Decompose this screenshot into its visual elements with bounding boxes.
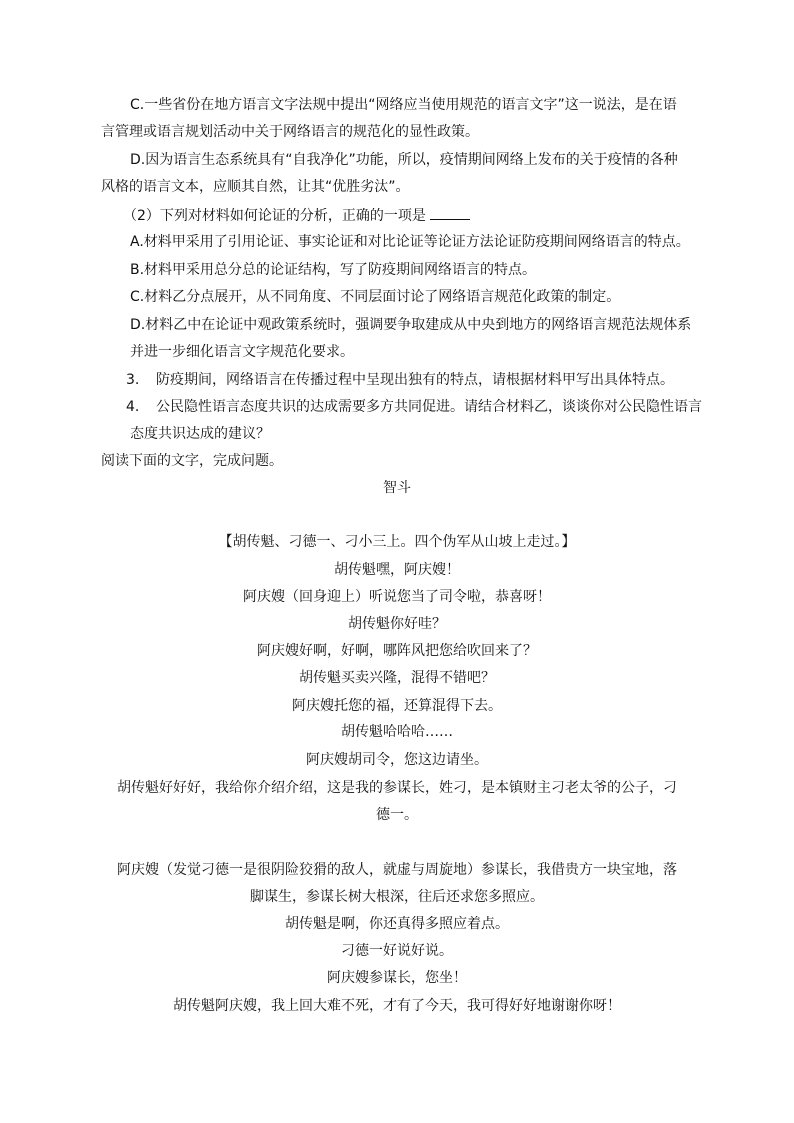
reading-instruction: 阅读下面的文字，完成问题。 bbox=[101, 453, 283, 469]
dialogue-line: 胡传魁买卖兴隆，混得不错吧？ bbox=[299, 670, 495, 686]
dialogue-line: 阿庆嫂胡司令，您这边请坐。 bbox=[306, 752, 488, 768]
question3-text: 防疫期间，网络语言在传播过程中呈现出独有的特点，请根据材料甲写出具体特点。 bbox=[156, 372, 674, 388]
dialogue-line: 胡传魁是啊，你还真得多照应着点。 bbox=[285, 916, 509, 932]
question2-option-d-line2: 并进一步细化语言文字规范化要求。 bbox=[130, 344, 354, 360]
question2-stem bbox=[123, 205, 470, 225]
dialogue-line: 胡传魁嘿，阿庆嫂！ bbox=[334, 562, 460, 578]
dialogue-line: 刁德一好说好说。 bbox=[341, 943, 453, 959]
dialogue-line: 阿庆嫂参谋长，您坐！ bbox=[327, 970, 467, 986]
option-c-line1: C.一些省份在地方语言文字法规中提出“网络应当使用规范的语言文字”这一说法，是在语 bbox=[130, 97, 677, 113]
question3 bbox=[126, 370, 674, 390]
dialogue-line: 胡传魁阿庆嫂，我上回大难不死，才有了今天，我可得好好地谢谢你呀！ bbox=[173, 998, 621, 1014]
dialogue-long1-line2: 德一。 bbox=[376, 807, 418, 823]
stage-direction: 【胡传魁、刁德一、刁小三上。四个伪军从山坡上走过。】 bbox=[218, 534, 576, 550]
dialogue-line: 胡传魁你好哇？ bbox=[348, 616, 446, 632]
dialogue-long2-line2: 脚谋生，参谋长树大根深，往后还求您多照应。 bbox=[250, 889, 544, 905]
option-c-line2: 言管理或语言规划活动中关于网络语言的规范化的显性政策。 bbox=[101, 124, 479, 140]
play-title: 智斗 bbox=[383, 480, 411, 496]
answer-blank bbox=[430, 205, 470, 220]
question4 bbox=[126, 397, 702, 417]
dialogue-line: 阿庆嫂好啊，好啊，哪阵风把您给吹回来了？ bbox=[257, 643, 537, 659]
question4-line2: 态度共识达成的建议？ bbox=[130, 426, 270, 442]
question2-option-d-line1: D.材料乙中在论证中观政策系统时，强调要争取建成从中央到地方的网络语言规范法规体系 bbox=[130, 317, 692, 333]
dialogue-long2-line1: 阿庆嫂（发觉刁德一是很阴险狡猾的敌人，就虚与周旋地）参谋长，我借贵方一块宝地，落 bbox=[117, 862, 677, 878]
question2-option-b: B.材料甲采用总分总的论证结构，写了防疫期间网络语言的特点。 bbox=[130, 262, 537, 278]
question4-number: 4. bbox=[126, 399, 140, 415]
question2-stem-text: （2）下列对材料如何论证的分析，正确的一项是 bbox=[123, 208, 426, 224]
question3-number: 3. bbox=[126, 372, 140, 388]
option-d-line1: D.因为语言生态系统具有“自我净化”功能，所以，疫情期间网络上发布的关于疫情的各种 bbox=[130, 152, 678, 168]
question2-option-a: A.材料甲采用了引用论证、事实论证和对比论证等论证方法论证防疫期间网络语言的特点。 bbox=[130, 234, 690, 250]
dialogue-line: 胡传魁哈哈哈…… bbox=[341, 724, 453, 740]
dialogue-line: 阿庆嫂托您的福，还算混得下去。 bbox=[292, 698, 502, 714]
question4-line1: 公民隐性语言态度共识的达成需要多方共同促进。请结合材料乙，谈谈你对公民隐性语言 bbox=[156, 399, 702, 415]
option-d-line2: 风格的语言文本，应顺其自然，让其“优胜劣汰”。 bbox=[101, 179, 410, 195]
question2-option-c: C.材料乙分点展开，从不同角度、不同层面讨论了网络语言规范化政策的制定。 bbox=[130, 289, 621, 305]
dialogue-line: 阿庆嫂（回身迎上）听说您当了司令啦，恭喜呀！ bbox=[243, 589, 551, 605]
dialogue-long1-line1: 胡传魁好好好，我给你介绍介绍，这是我的参谋长，姓刁，是本镇财主刁老太爷的公子，刁 bbox=[117, 780, 677, 796]
